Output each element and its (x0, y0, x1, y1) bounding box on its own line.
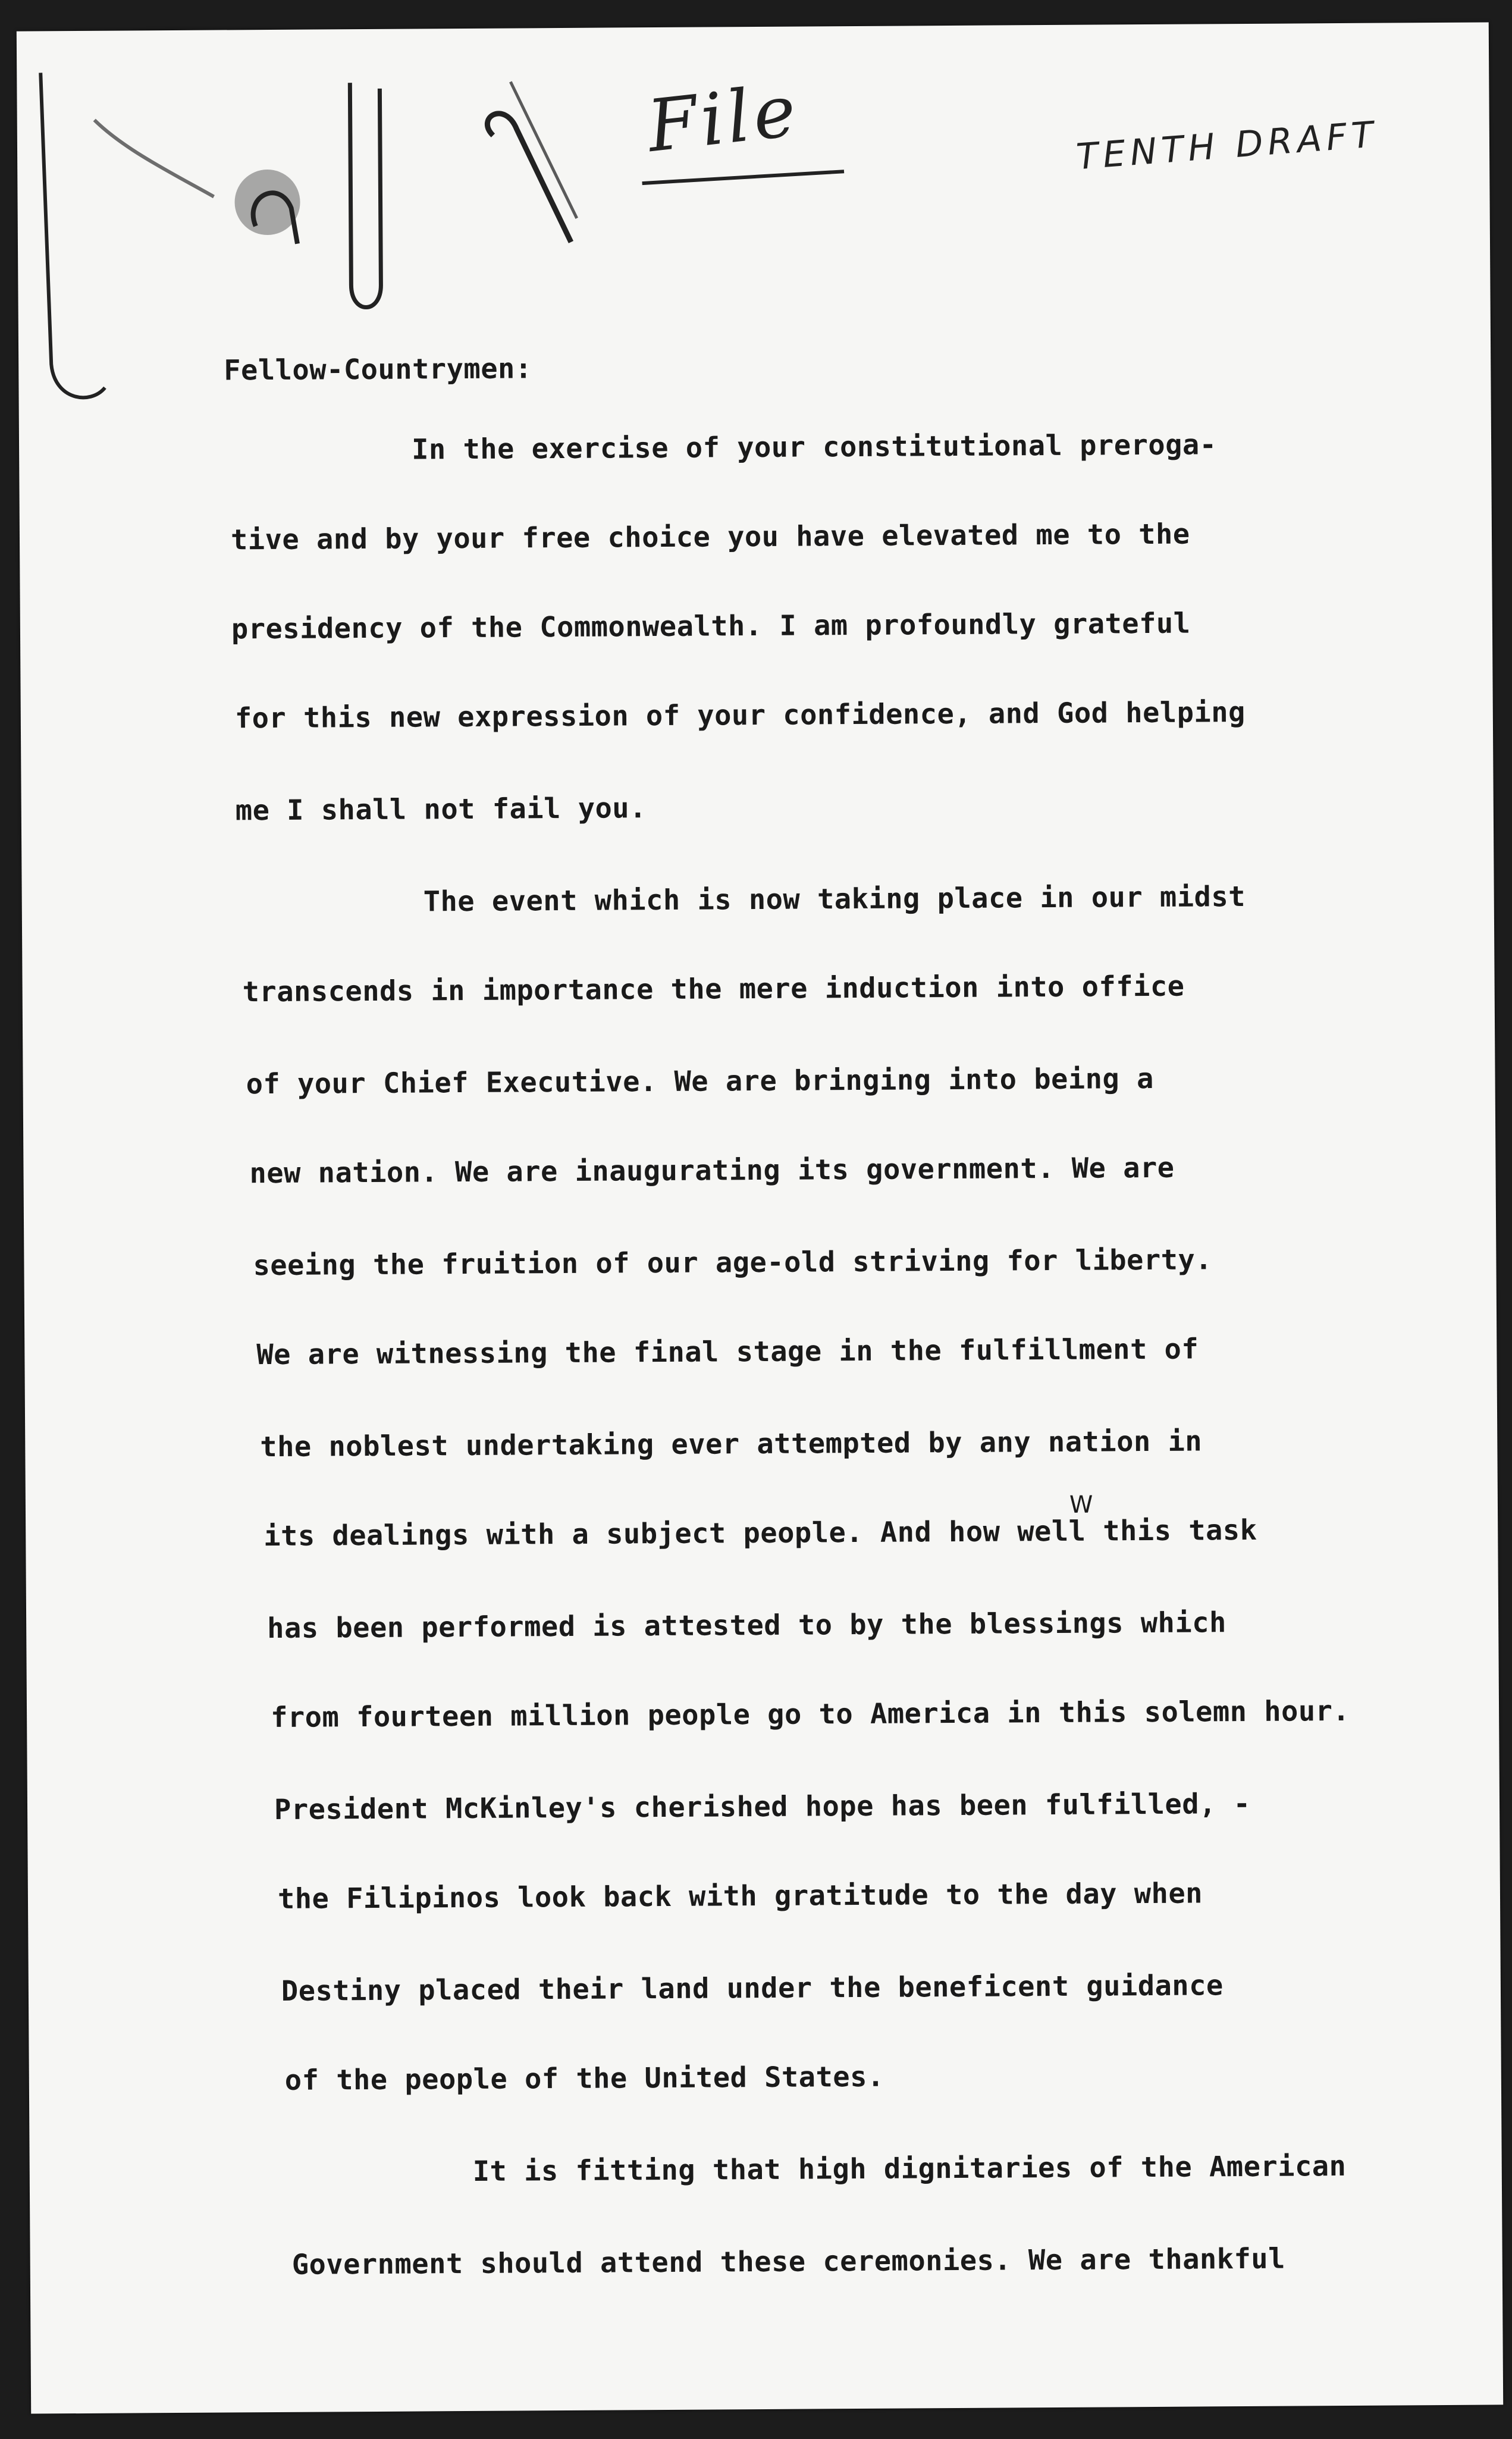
body-line: tive and by your free choice you have elevated me to the (230, 518, 1190, 557)
body-line: the noblest undertaking ever attempted by any nation in (260, 1425, 1203, 1464)
body-line: its dealings with a subject people. And how well this task (263, 1513, 1257, 1553)
salutation: Fellow-Countrymen: (224, 352, 532, 387)
body-line: It is fitting that high dignitaries of the American (472, 2150, 1347, 2188)
body-line: new nation. We are inaugurating its government. We are (249, 1151, 1175, 1190)
clip-center (350, 83, 381, 308)
file-handwritten-mark: File (643, 69, 804, 169)
file-underline (642, 170, 844, 185)
clip-shadow-left (95, 120, 214, 197)
body-line: seeing the fruition of our age-old striving for liberty. (253, 1243, 1213, 1283)
body-line: me I shall not fail you. (235, 792, 647, 827)
handwritten-insertion-mark: W (1069, 1491, 1093, 1519)
body-line: President McKinley's cherished hope has been fulfilled, - (274, 1787, 1251, 1827)
draft-label: TENTH DRAFT (1075, 113, 1380, 178)
body-line: In the exercise of your constitutional preroga- (411, 428, 1217, 466)
body-line: from fourteen million people go to America in this solemn hour. (270, 1694, 1350, 1735)
body-line: Government should attend these ceremonies. We are thankful (291, 2242, 1286, 2281)
body-line: presidency of the Commonwealth. I am profoundly grateful (231, 607, 1191, 646)
body-line: the Filipinos look back with gratitude to the day when (277, 1877, 1203, 1916)
body-line: transcends in importance the mere induction into office (242, 970, 1185, 1009)
body-line: has been performed is attested to by the blessings which (267, 1606, 1226, 1645)
body-line: Destiny placed their land under the beneficent guidance (281, 1969, 1224, 2008)
body-line: for this new expression of your confidence, and God helping (234, 695, 1246, 735)
document-page (17, 22, 1503, 2413)
clip-right-streak (510, 81, 576, 219)
body-line: of the people of the United States. (284, 2060, 884, 2097)
body-line: We are witnessing the final stage in the fulfillment of (256, 1333, 1199, 1372)
body-line: of your Chief Executive. We are bringing into being a (246, 1062, 1154, 1101)
body-line: The event which is now taking place in our midst (423, 880, 1246, 918)
